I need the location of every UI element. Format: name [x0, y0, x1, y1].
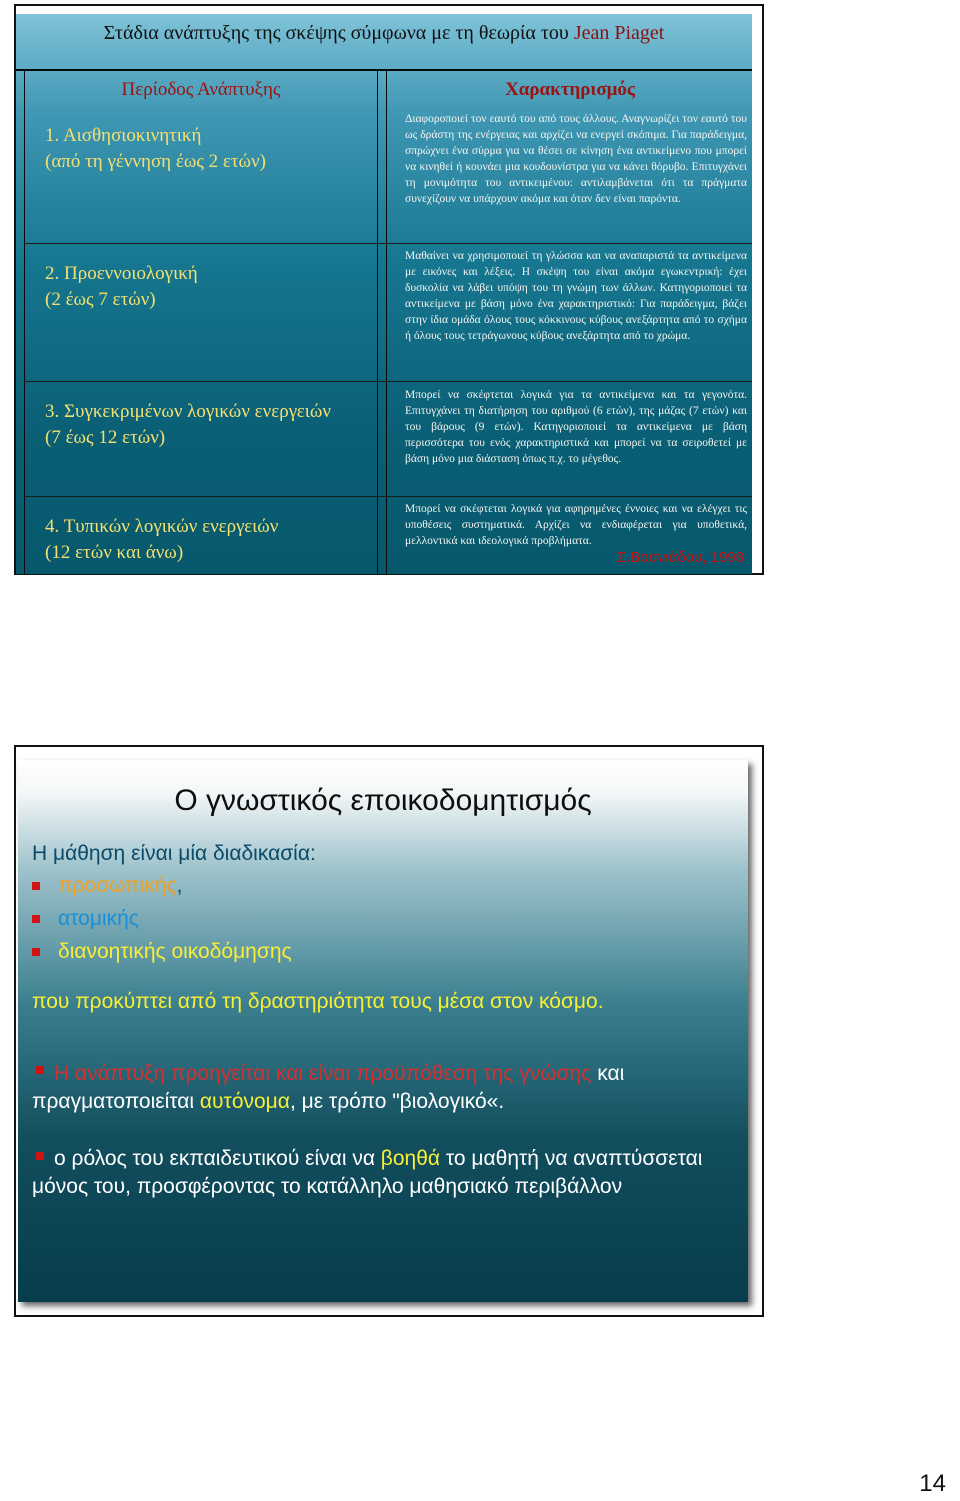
stage-2: 2. Προεννοιολογική (2 έως 7 ετών)	[45, 263, 198, 310]
bullet-icon	[32, 948, 40, 956]
after-list-text: που προκύπτει από τη δραστηριότητα τους μέσα στον κόσμο.	[32, 990, 604, 1013]
title-accent: Jean Piaget	[573, 22, 665, 44]
description-stage-3: Μπορεί να σκέφτεται λογικά για τα αντικείμενα και τα γεγονότα. Επιτυγχάνει τη διατήρηση του αριθμού (6 ετών), της μάζας (7 ετών) και του βάρους (9 ετών). Κατηγοριοποιεί τα αντικείμενα με βάση περισσότερα του ενός χαρακτηριστικά και μπορεί να τα σειροθετεί με βάση μόνο μια διάσταση όπως π.χ. το μέγεθος.	[405, 389, 747, 465]
slide-1	[16, 14, 752, 574]
bullet-icon	[32, 882, 40, 890]
intro-line: Η μάθηση είναι μία διαδικασία:	[32, 842, 316, 865]
citation: Σ.Βοσνιάδου, 1998	[616, 549, 744, 566]
page-number: 14	[919, 1470, 946, 1497]
stage-3: 3. Συγκεκριμένων λογικών ενεργειών (7 έως 12 ετών)	[45, 401, 331, 448]
description-stage-2: Μαθαίνει να χρησιμοποιεί τη γλώσσα και να αναπαριστά τα αντικείμενα με εικόνες και λέξεις. Η σκέψη του είναι ακόμα εγωκεντρική: έχει δυσκολία να λάβει υπόψη του τη γνώμη των άλλων. Κατηγοριοποιεί τα αντικείμενα με βάση μόνο ένα χαρακτηριστικό: Για παράδειγμα, βάζει στην ίδια ομάδα όλους τους κόκκινους κύβους ανεξάρτητα από το σχήμα ή όλους τους τετράγωνους κύβους ανεξάρτητα από το χρώμα.	[405, 250, 747, 342]
stages-header: Περίοδος Ανάπτυξης	[121, 79, 281, 100]
row-divider	[24, 243, 752, 244]
characterization-header: Χαρακτηρισμός	[505, 79, 635, 100]
characterization-column	[386, 71, 752, 574]
slide-2	[18, 760, 748, 1302]
stages-column	[24, 71, 378, 574]
description-stage-4: Μπορεί να σκέφτεται λογικά για αφηρημένες έννοιες και να ελέγχει τις υποθέσεις συστηματικά. Αρχίζει να ενδιαφέρεται για υποθετικά, μελλοντικά και ιδεολογικά προβλήματα.	[405, 503, 747, 547]
paragraph-teacher-role: ο ρόλος του εκπαιδευτικού είναι να βοηθά το μαθητή να αναπτύσσεται μόνος του, προσφέροντας το κατάλληλο μαθησιακό περιβάλλον	[32, 1147, 703, 1198]
stage-1: 1. Αισθησιοκινητική (από τη γέννηση έως 2 ετών)	[45, 125, 266, 172]
stage-4: 4. Τυπικών λογικών ενεργειών (12 ετών και άνω)	[45, 516, 279, 563]
list-item: διανοητικής οικοδόμησης	[58, 940, 292, 963]
description-stage-1: Διαφοροποιεί τον εαυτό του από τους άλλους. Αναγνωρίζει τον εαυτό του ως δράστη της ενέργειας και αρχίζει να ενεργεί σκόπιμα. Για παράδειγμα, σπρώχνει ένα σύρμα για να θέσει σε κίνηση ένα αντικείμενο που μπορεί να κινηθεί ή κουνάει μια κουδουνίστρα για να κάνει θόρυβο. Επιτυγχάνει τη μονιμότητα του αντικειμένου: αντιλαμβάνεται ότι τα πράγματα συνεχίζουν να υπάρχουν ακόμα και όταν δεν είναι παρόντα.	[405, 113, 747, 205]
slide-2-title: Ο γνωστικός εποικοδομητισμός	[174, 784, 592, 817]
paragraph-development: Η ανάπτυξη προηγείται και είναι προϋπόθεση της γνώσης και πραγματοποιείται αυτόνομα, με τρόπο "βιολογικό«.	[32, 1062, 625, 1113]
row-divider	[24, 496, 752, 497]
list-item: προσωπικής,	[58, 874, 183, 897]
slide-1-title: Στάδια ανάπτυξης της σκέψης σύμφωνα με τη θεωρία του Jean Piaget	[103, 22, 665, 44]
row-divider	[24, 381, 752, 382]
list-item: ατομικής	[58, 907, 139, 930]
bullet-icon	[32, 915, 40, 923]
